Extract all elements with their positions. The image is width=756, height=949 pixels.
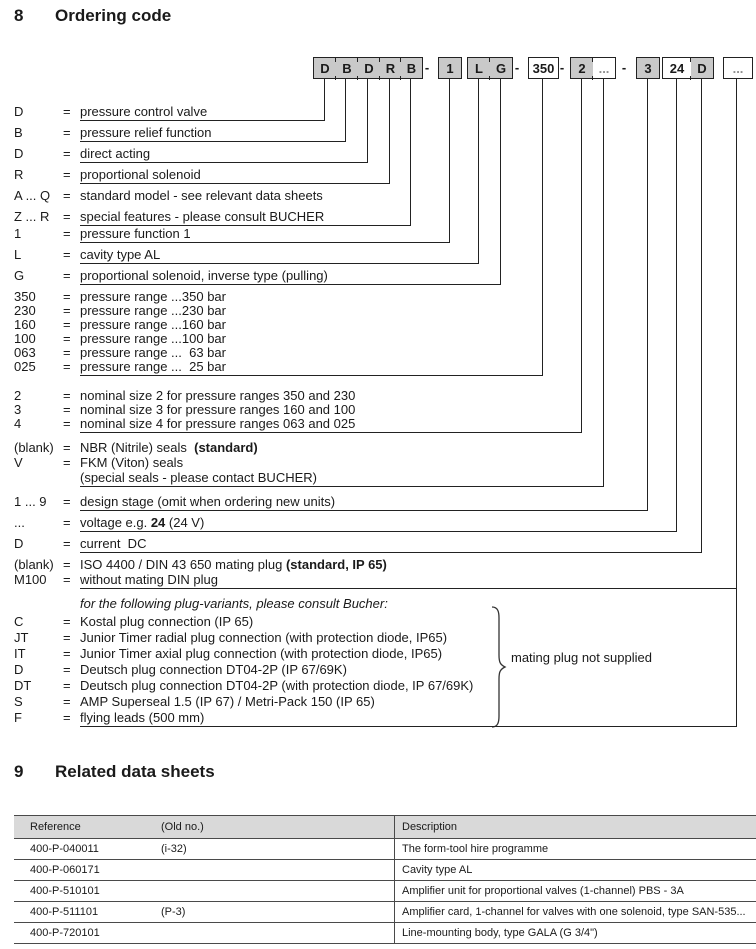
box-divider-tick [489,76,490,80]
code-row-equals: = [63,694,71,709]
ordering-code-box: D [314,58,336,78]
code-row-equals: = [63,345,71,360]
connector-underline [80,162,368,163]
code-row-code: G [14,268,25,283]
ordering-code-box: 24 [663,58,691,78]
section-9-title: Related data sheets [55,762,215,781]
code-row-description-part: 24 [150,515,166,530]
code-row-code: 230 [14,303,36,318]
code-row-description: direct acting [80,146,151,161]
box-divider-tick [690,76,691,80]
ordering-code-box-group [438,57,462,79]
section-8-title: Ordering code [55,6,172,25]
code-row-code: 2 [14,388,22,403]
code-row-code: 1 [14,226,22,241]
connector-underline [80,432,582,433]
code-row-code: A ... Q [14,188,51,203]
table-header-description: Description [395,816,756,839]
table-cell-reference: 400-P-511101 [14,902,161,923]
code-row-equals: = [63,572,71,587]
code-row-equals: = [63,388,71,403]
table-cell-reference: 400-P-040011 [14,839,161,860]
ordering-code-box-group [662,57,714,79]
code-row-equals: = [63,536,71,551]
code-row-description: flying leads (500 mm) [80,710,205,725]
code-row-equals: = [63,359,71,374]
ordering-code-box-group [636,57,660,79]
code-row-description: Kostal plug connection (IP 65) [80,614,254,629]
table-cell-old_no: (i-32) [161,839,395,860]
connector-underline [80,588,737,589]
code-row-description: pressure relief function [80,125,212,140]
code-row-code: 350 [14,289,36,304]
code-row-code: Z ... R [14,209,50,224]
code-row-equals: = [63,614,71,629]
table-cell-description: The form-tool hire programme [395,839,756,860]
code-row-description: nominal size 4 for pressure ranges 063 and 025 [80,416,356,431]
ordering-code-box: ... [724,58,752,78]
code-row-equals: = [63,209,71,224]
box-divider-tick [690,58,691,62]
connector-line [345,79,346,142]
ordering-code-box-group [467,57,513,79]
table-header-row [14,816,756,839]
box-divider-tick [400,58,401,62]
table-cell-description: Line-mounting body, type GALA (G 3/4") [395,923,756,944]
code-row-description: pressure range ... 25 bar [80,359,226,374]
code-row-description: design stage (omit when ordering new units) [80,494,336,509]
table-header-old-no: (Old no.) [161,816,395,839]
brace-note: mating plug not supplied [511,650,652,665]
code-row-equals: = [63,146,71,161]
code-row-equals: = [63,331,71,346]
ordering-code-box: ... [593,58,615,78]
code-separator-dash: - [621,60,627,75]
code-row-code: D [14,662,24,677]
code-row-equals: = [63,515,71,530]
code-row-code: 160 [14,317,36,332]
ordering-code-box: B [336,58,358,78]
code-row-description-part: (standard, IP 65) [285,557,387,572]
table-cell-old_no [161,923,395,944]
code-row-description: pressure range ...230 bar [80,303,226,318]
code-row-description [80,515,204,530]
code-row-description: Junior Timer axial plug connection (with protection diode, IP65) [80,646,443,661]
code-separator-dash: - [424,60,430,75]
connector-line [676,79,677,532]
code-row-code: 063 [14,345,36,360]
section-9-number: 9 [14,762,24,781]
table-cell-description: Amplifier unit for proportional valves (1-channel) PBS - 3A [395,881,756,902]
ordering-code-box: R [380,58,401,78]
code-row-equals: = [63,557,71,572]
connector-underline [80,263,479,264]
code-row-description: nominal size 3 for pressure ranges 160 and 100 [80,402,356,417]
ordering-code-box: 350 [529,58,558,78]
connector-line [500,79,501,285]
code-row-code: R [14,167,24,182]
ordering-code-box: D [358,58,380,78]
connector-underline [80,242,450,243]
code-row-equals: = [63,710,71,725]
box-divider-tick [357,58,358,62]
ordering-code-box-group [313,57,423,79]
table-header-reference: Reference [14,816,161,839]
code-row-description: cavity type AL [80,247,161,262]
box-divider-tick [335,76,336,80]
connector-underline [80,375,543,376]
connector-underline [80,141,346,142]
table-row [14,902,756,923]
code-row-description: Deutsch plug connection DT04-2P (IP 67/69K) [80,662,347,677]
code-row-equals: = [63,268,71,283]
ordering-code-box: 2 [571,58,593,78]
code-row-code: L [14,247,22,262]
code-row-equals: = [63,226,71,241]
code-row-description: current DC [80,536,147,551]
code-row-equals: = [63,662,71,677]
connector-line [603,79,604,487]
code-row-equals: = [63,440,71,455]
code-row-description: pressure range ...350 bar [80,289,226,304]
code-row-code: IT [14,646,26,661]
code-row-equals: = [63,247,71,262]
code-row-description-part: NBR (Nitrile) seals [80,440,195,455]
code-row-code: S [14,694,23,709]
code-row-description [80,596,388,611]
table-cell-reference: 400-P-510101 [14,881,161,902]
code-row-code: V [14,455,23,470]
connector-underline [80,120,325,121]
connector-line [647,79,648,511]
ordering-code-box: 3 [637,58,659,78]
table-cell-description: Cavity type AL [395,860,756,881]
connector-line [542,79,543,376]
code-row-description [80,440,258,455]
connector-line [367,79,368,163]
ordering-code-box: B [401,58,422,78]
code-row-code: (blank) [14,557,54,572]
ordering-code-box: G [490,58,512,78]
code-separator-dash: - [559,60,565,75]
table-cell-description: Amplifier card, 1-channel for valves with one solenoid, type SAN-535... [395,902,756,923]
code-row-description: nominal size 2 for pressure ranges 350 and 230 [80,388,356,403]
box-divider-tick [592,76,593,80]
code-row-equals: = [63,402,71,417]
section-8-number: 8 [14,6,24,25]
table-cell-old_no [161,881,395,902]
connector-underline [80,726,737,727]
connector-line [410,79,411,226]
code-row-equals: = [63,104,71,119]
code-row-equals: = [63,416,71,431]
code-row-description: pressure range ... 63 bar [80,345,226,360]
grouping-brace [489,606,507,728]
code-row-description: FKM (Viton) seals [80,455,184,470]
ordering-code-box: 1 [439,58,461,78]
box-divider-tick [379,76,380,80]
code-row-code: F [14,710,22,725]
box-divider-tick [357,76,358,80]
code-row-code: 1 ... 9 [14,494,47,509]
code-row-description: special features - please consult BUCHER [80,209,325,224]
code-row-description-part: (standard) [194,440,258,455]
code-row-code: DT [14,678,32,693]
code-row-description-part: for the following plug-variants, please consult Bucher: [80,596,388,611]
ordering-code-box: D [691,58,713,78]
code-row-equals: = [63,289,71,304]
code-row-description: (special seals - please contact BUCHER) [80,470,317,485]
box-divider-tick [489,58,490,62]
code-row-code: ... [14,515,25,530]
table-row [14,839,756,860]
code-separator-dash: - [514,60,520,75]
code-row-description: without mating DIN plug [80,572,219,587]
code-row-description: AMP Superseal 1.5 (IP 67) / Metri-Pack 150 (IP 65) [80,694,375,709]
code-row-description: Junior Timer radial plug connection (with protection diode, IP65) [80,630,448,645]
section-9-heading [14,762,215,782]
code-row-description: standard model - see relevant data sheets [80,188,323,203]
code-row-code: JT [14,630,29,645]
code-row-equals: = [63,455,71,470]
box-divider-tick [592,58,593,62]
ordering-code-box: L [468,58,490,78]
code-row-equals: = [63,317,71,332]
connector-line [389,79,390,184]
connector-line [736,79,737,727]
code-row-code: C [14,614,24,629]
code-row-description [80,557,387,572]
connector-underline [80,284,501,285]
table-row [14,881,756,902]
code-row-description: pressure control valve [80,104,208,119]
box-divider-tick [379,58,380,62]
code-row-description: pressure range ...160 bar [80,317,226,332]
code-row-equals: = [63,167,71,182]
section-8-heading [14,6,171,26]
ordering-code-box-group [570,57,616,79]
code-row-equals: = [63,646,71,661]
related-table [14,815,756,944]
connector-underline [80,510,648,511]
code-row-equals: = [63,678,71,693]
code-row-description: pressure function 1 [80,226,191,241]
table-row [14,923,756,944]
code-row-equals: = [63,630,71,645]
code-row-description-part: ISO 4400 / DIN 43 650 mating plug [80,557,286,572]
code-row-equals: = [63,188,71,203]
code-row-code: (blank) [14,440,54,455]
connector-line [324,79,325,121]
connector-line [449,79,450,243]
table-cell-reference: 400-P-720101 [14,923,161,944]
code-row-description: pressure range ...100 bar [80,331,226,346]
code-row-description-part: (24 V) [165,515,205,530]
ordering-code-box-group [528,57,559,79]
code-row-description: proportional solenoid [80,167,201,182]
connector-underline [80,552,702,553]
related-data-sheets-table [14,815,746,944]
code-row-code: D [14,146,24,161]
connector-underline [80,486,604,487]
code-row-equals: = [63,494,71,509]
connector-underline [80,183,390,184]
code-row-equals: = [63,303,71,318]
table-cell-reference: 400-P-060171 [14,860,161,881]
connector-line [581,79,582,433]
code-row-code: 4 [14,416,22,431]
code-row-code: D [14,536,24,551]
code-row-code: D [14,104,24,119]
connector-underline [80,531,677,532]
code-row-description-part: voltage e.g. [80,515,151,530]
table-row [14,860,756,881]
code-row-code: M100 [14,572,47,587]
code-row-code: 100 [14,331,36,346]
code-row-description: Deutsch plug connection DT04-2P (with protection diode, IP 67/69K) [80,678,474,693]
code-row-code: B [14,125,23,140]
connector-line [478,79,479,264]
code-row-code: 3 [14,402,22,417]
ordering-code-box-group [723,57,753,79]
box-divider-tick [335,58,336,62]
connector-line [701,79,702,553]
box-divider-tick [400,76,401,80]
code-row-description: proportional solenoid, inverse type (pulling) [80,268,328,283]
table-cell-old_no [161,860,395,881]
table-cell-old_no: (P-3) [161,902,395,923]
code-row-equals: = [63,125,71,140]
code-row-code: 025 [14,359,36,374]
